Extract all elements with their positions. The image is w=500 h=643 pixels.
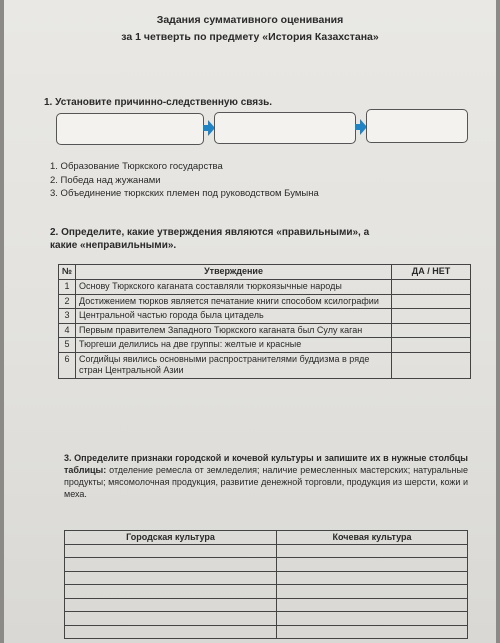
answer-cell[interactable] [392,338,471,353]
column-header: Утверждение [76,265,392,280]
statement-text: Центральной частью города была цитадель [76,309,392,324]
table-row [65,558,468,572]
table-row: 6 Согдийцы явились основными распространителями буддизма в ряде стран Центральной Азии [59,352,471,378]
answer-cell[interactable] [277,585,468,599]
column-header-urban: Городская культура [65,531,277,545]
table-row [65,625,468,639]
task2-title: 2. Определите, какие утверждения являются «правильными», а какие «неправильными». [50,227,370,251]
column-header: ДА / НЕТ [392,265,471,280]
table-header-row [59,265,471,280]
answer-cell[interactable] [65,612,277,626]
answer-cell[interactable] [277,598,468,612]
list-item: 3. Объединение тюркских племен под руководством Бумына [50,188,319,199]
answer-cell[interactable] [392,323,471,338]
worksheet [4,0,496,643]
statement-text: Согдийцы явились основными распространителями буддизма в ряде стран Центральной Азии [76,352,392,378]
cause-box-2[interactable] [214,112,356,144]
task3-text [64,452,468,500]
task3-title: 3. Определите признаки городской и кочевой культуры и запишите их в нужные столбцы таблицы: [64,453,468,475]
table-row [65,585,468,599]
answer-cell[interactable] [277,571,468,585]
statement-text: Первым правителем Западного Тюркского каганата был Сулу каган [76,323,392,338]
cause-box-1[interactable] [56,113,204,145]
cause-box-3[interactable] [366,109,468,143]
column-header: № [59,265,76,280]
table-row [65,571,468,585]
worksheet-header [4,12,496,46]
answer-cell[interactable] [392,294,471,309]
table-row: 1 Основу Тюркского каганата составляли тюркоязычные народы [59,280,471,295]
answer-cell[interactable] [65,558,277,572]
answer-cell[interactable] [277,558,468,572]
answer-cell[interactable] [392,309,471,324]
answer-cell[interactable] [65,625,277,639]
table-row: 2 Достижением тюрков является печатание книги способом ксилографии [59,294,471,309]
table-row: 4 Первым правителем Западного Тюркского каганата был Сулу каган [59,323,471,338]
answer-cell[interactable] [65,544,277,558]
answer-cell[interactable] [277,612,468,626]
header-subtitle: за 1 четверть по предмету «История Казахстана» [121,31,379,43]
list-item: 1. Образование Тюркского государства [50,161,223,172]
answer-cell[interactable] [65,571,277,585]
list-item: 2. Победа над жужанами [50,174,161,186]
answer-cell[interactable] [277,544,468,558]
answer-cell[interactable] [65,585,277,599]
answer-cell[interactable] [392,352,471,378]
column-header-nomadic: Кочевая культура [277,531,468,545]
table-row: 5 Тюргеши делились на две группы: желтые и красные [59,338,471,353]
statement-text: Достижением тюрков является печатание книги способом ксилографии [76,294,392,309]
answer-cell[interactable] [392,280,471,295]
statement-text: Основу Тюркского каганата составляли тюркоязычные народы [76,280,392,295]
table-header-row [65,531,468,545]
header-title: Задания суммативного оценивания [156,14,344,26]
statements-table [58,264,471,379]
task1-items [50,160,319,201]
table-row [65,598,468,612]
table-row [65,544,468,558]
culture-table [64,530,468,639]
answer-cell[interactable] [65,598,277,612]
task1-title: 1. Установите причинно-следственную связь. [44,97,273,108]
statement-text: Тюргеши делились на две группы: желтые и красные [76,338,392,353]
answer-cell[interactable] [277,625,468,639]
task3-items: отделение ремесла от земледелия; наличие ремесленных мастерских; натуральные продукты; мясомолочная продукция, развитие денежной торговли, продукция из шерсти, кожи и меха. [64,465,468,499]
table-row: 3 Центральной частью города была цитадель [59,309,471,324]
table-row [65,612,468,626]
